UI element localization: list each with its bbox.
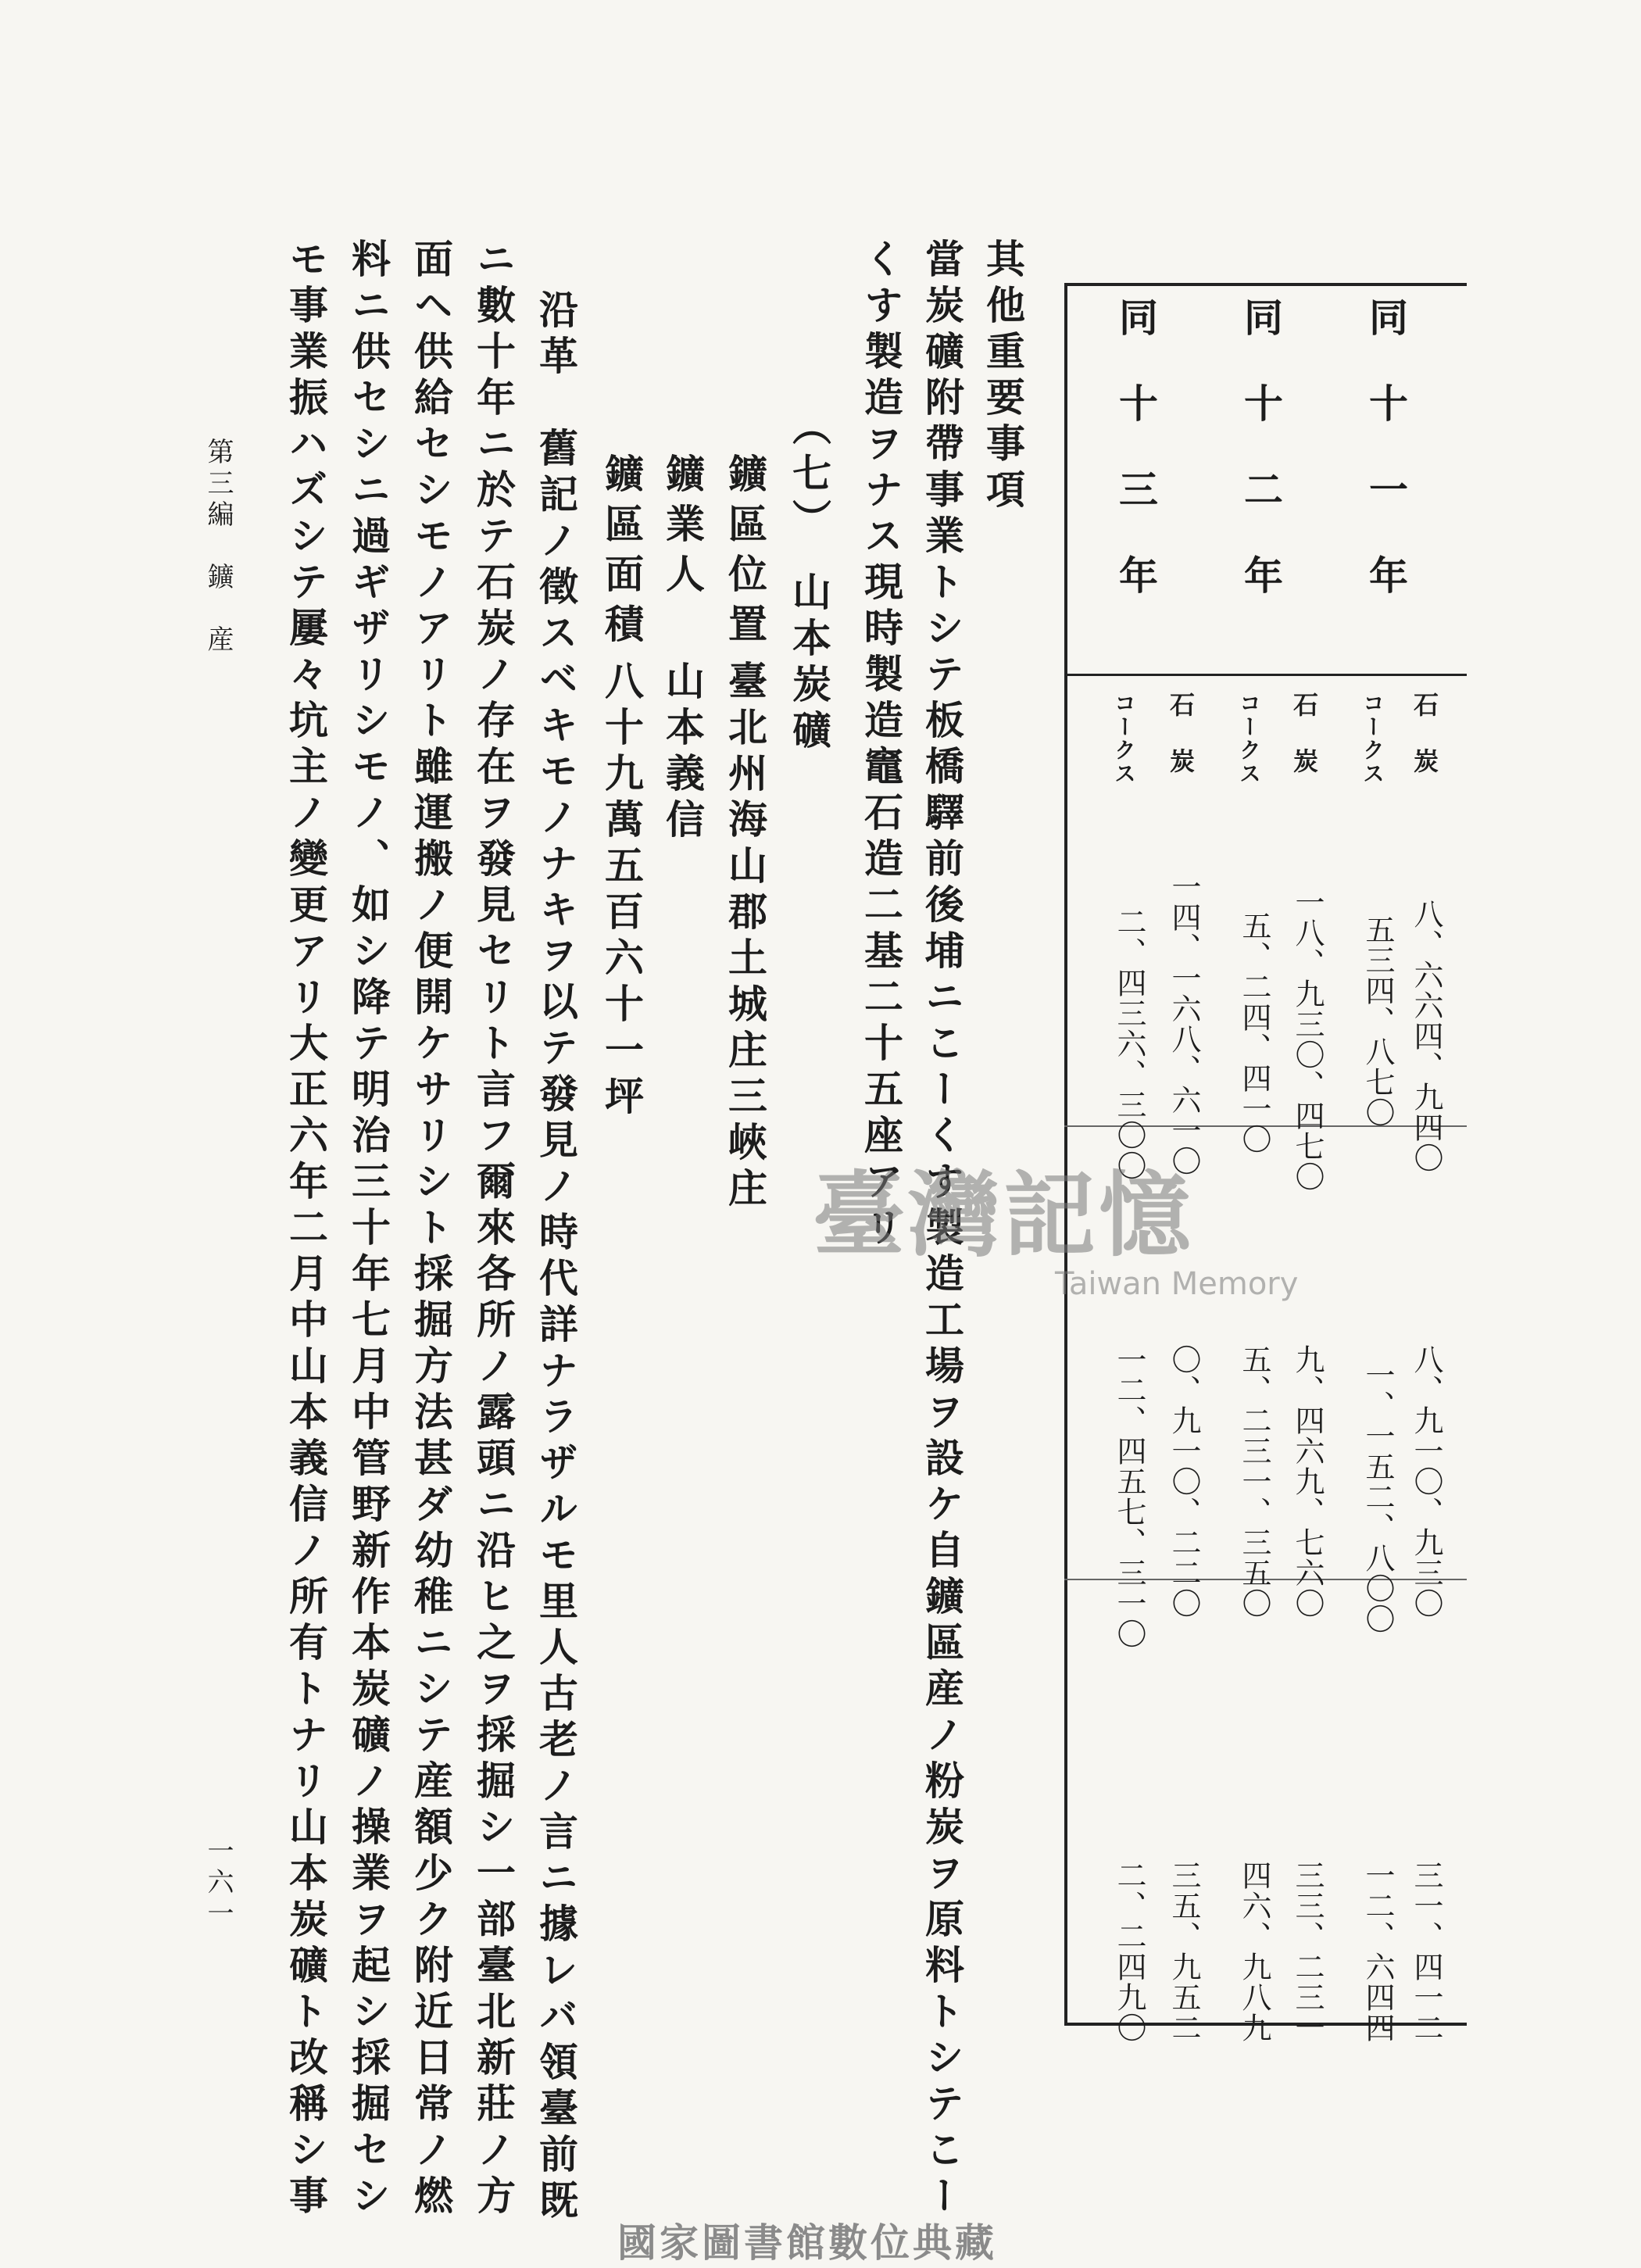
table-cell-value: 五、二三一、三五〇 <box>1237 1344 1271 1619</box>
table-row-label: 同十三年 <box>1113 297 1159 641</box>
table-cell-value: 四六、九八九 <box>1237 1860 1271 2043</box>
mine-location-value: 臺北州海山郡土城庄三峽庄 <box>722 660 768 1214</box>
history-line: モ事業振ハズシテ屢々坑主ノ變更アリ大正六年二月中山本義信ノ所有トナリ山本炭礦ト改稱シ事 <box>283 238 329 2221</box>
table-cell-value: 一、一五二、八〇〇 <box>1360 1360 1395 1634</box>
archive-mark: 國家圖書館數位典藏 <box>617 2220 997 2266</box>
mine-heading: （七） 山本炭礦 <box>786 406 832 756</box>
table-item-name: コークス <box>1111 692 1137 785</box>
table-item-name: コークス <box>1360 692 1385 785</box>
chapter-footer: 第三編 鑛 産 <box>202 438 234 656</box>
table-cell-value: 五三四、八七〇 <box>1360 914 1395 1128</box>
table-item-name: 石炭 <box>1289 692 1319 804</box>
watermark <box>813 1141 1298 1302</box>
table-cell-value: 八、六六四、九四〇 <box>1409 899 1443 1173</box>
body-line: 當炭礦附帶事業トシテ板橋驛前後埔ニこーくす製造工場ヲ設ケ自鑛區産ノ粉炭ヲ原料トシテこー <box>919 238 965 2221</box>
table-cell-value: 一二、四五七、三一〇 <box>1112 1344 1146 1649</box>
history-line: 面ヘ供給セシモノアリト雖運搬ノ便開ケサリシト採掘方法甚ダ幼稚ニシテ産額少ク附近日常ノ燃 <box>408 238 454 2221</box>
table-header-rule <box>1064 674 1467 676</box>
table-cell-value: 〇、九一〇、二二〇 <box>1167 1344 1201 1619</box>
table-cell-value: 一四、一六八、六一〇 <box>1167 871 1201 1176</box>
history-line: 沿革 舊記ノ徵スベキモノナキヲ以テ發見ノ時代詳ナラザルモ里人古老ノ言ニ據レバ領臺前既 <box>533 289 579 2226</box>
table-cell-value: 三一、四一二 <box>1409 1860 1443 2043</box>
mine-location-label: 鑛區位置 <box>722 453 768 653</box>
page-number: 一六一 <box>202 1837 234 1930</box>
table-item-name: 石炭 <box>1166 692 1196 804</box>
table-row-label: 同十二年 <box>1238 297 1284 641</box>
watermark-english: Taiwan Memory <box>1055 1266 1299 1302</box>
history-line: 料ニ供セシニ過ギザリシモノ、如シ降テ明治三十年七月中管野新作本炭礦ノ操業ヲ起シ採掘セシ <box>345 238 391 2221</box>
table-cell-value: 三五、九五二 <box>1167 1860 1201 2043</box>
table-row-label: 同十一年 <box>1363 297 1409 641</box>
table-cell-value: 二、四三六、三〇〇 <box>1112 907 1146 1181</box>
mine-owner-label: 鑛業人 <box>660 453 706 603</box>
mine-owner-value: 山本義信 <box>660 660 706 845</box>
table-cell-value: 一二、六四四 <box>1360 1860 1395 2043</box>
table-cell-value: 一八、九三〇、四七〇 <box>1290 887 1325 1192</box>
history-line: ニ數十年ニ於テ石炭ノ存在ヲ發見セリト言フ爾來各所ノ露頭ニ沿ヒ之ヲ採掘シ一部臺北新莊ノ方 <box>470 238 517 2221</box>
table-cell-value: 三三、二三一 <box>1290 1860 1325 2043</box>
table-item-name: 石炭 <box>1410 692 1439 804</box>
table-cell-value: 五、二四、四一〇 <box>1237 910 1271 1154</box>
table-cell-value: 九、四六九、七六〇 <box>1290 1344 1325 1619</box>
body-line: くす製造ヲナス現時製造竈石造二基二十五座アリ <box>858 238 904 1253</box>
table-cell-value: 八、九一〇、九三〇 <box>1409 1344 1443 1619</box>
table-top-rule <box>1064 283 1467 286</box>
section-heading-other: 其他重要事項 <box>980 238 1026 515</box>
mine-area-label: 鑛區面積 <box>599 453 645 653</box>
table-cell-value: 二、二四九〇 <box>1112 1860 1146 2043</box>
watermark-chinese: 臺灣記憶 <box>813 1161 1195 1269</box>
mine-area-value: 八十九萬五百六十一坪 <box>599 660 645 1121</box>
table-item-name: コークス <box>1236 692 1262 785</box>
